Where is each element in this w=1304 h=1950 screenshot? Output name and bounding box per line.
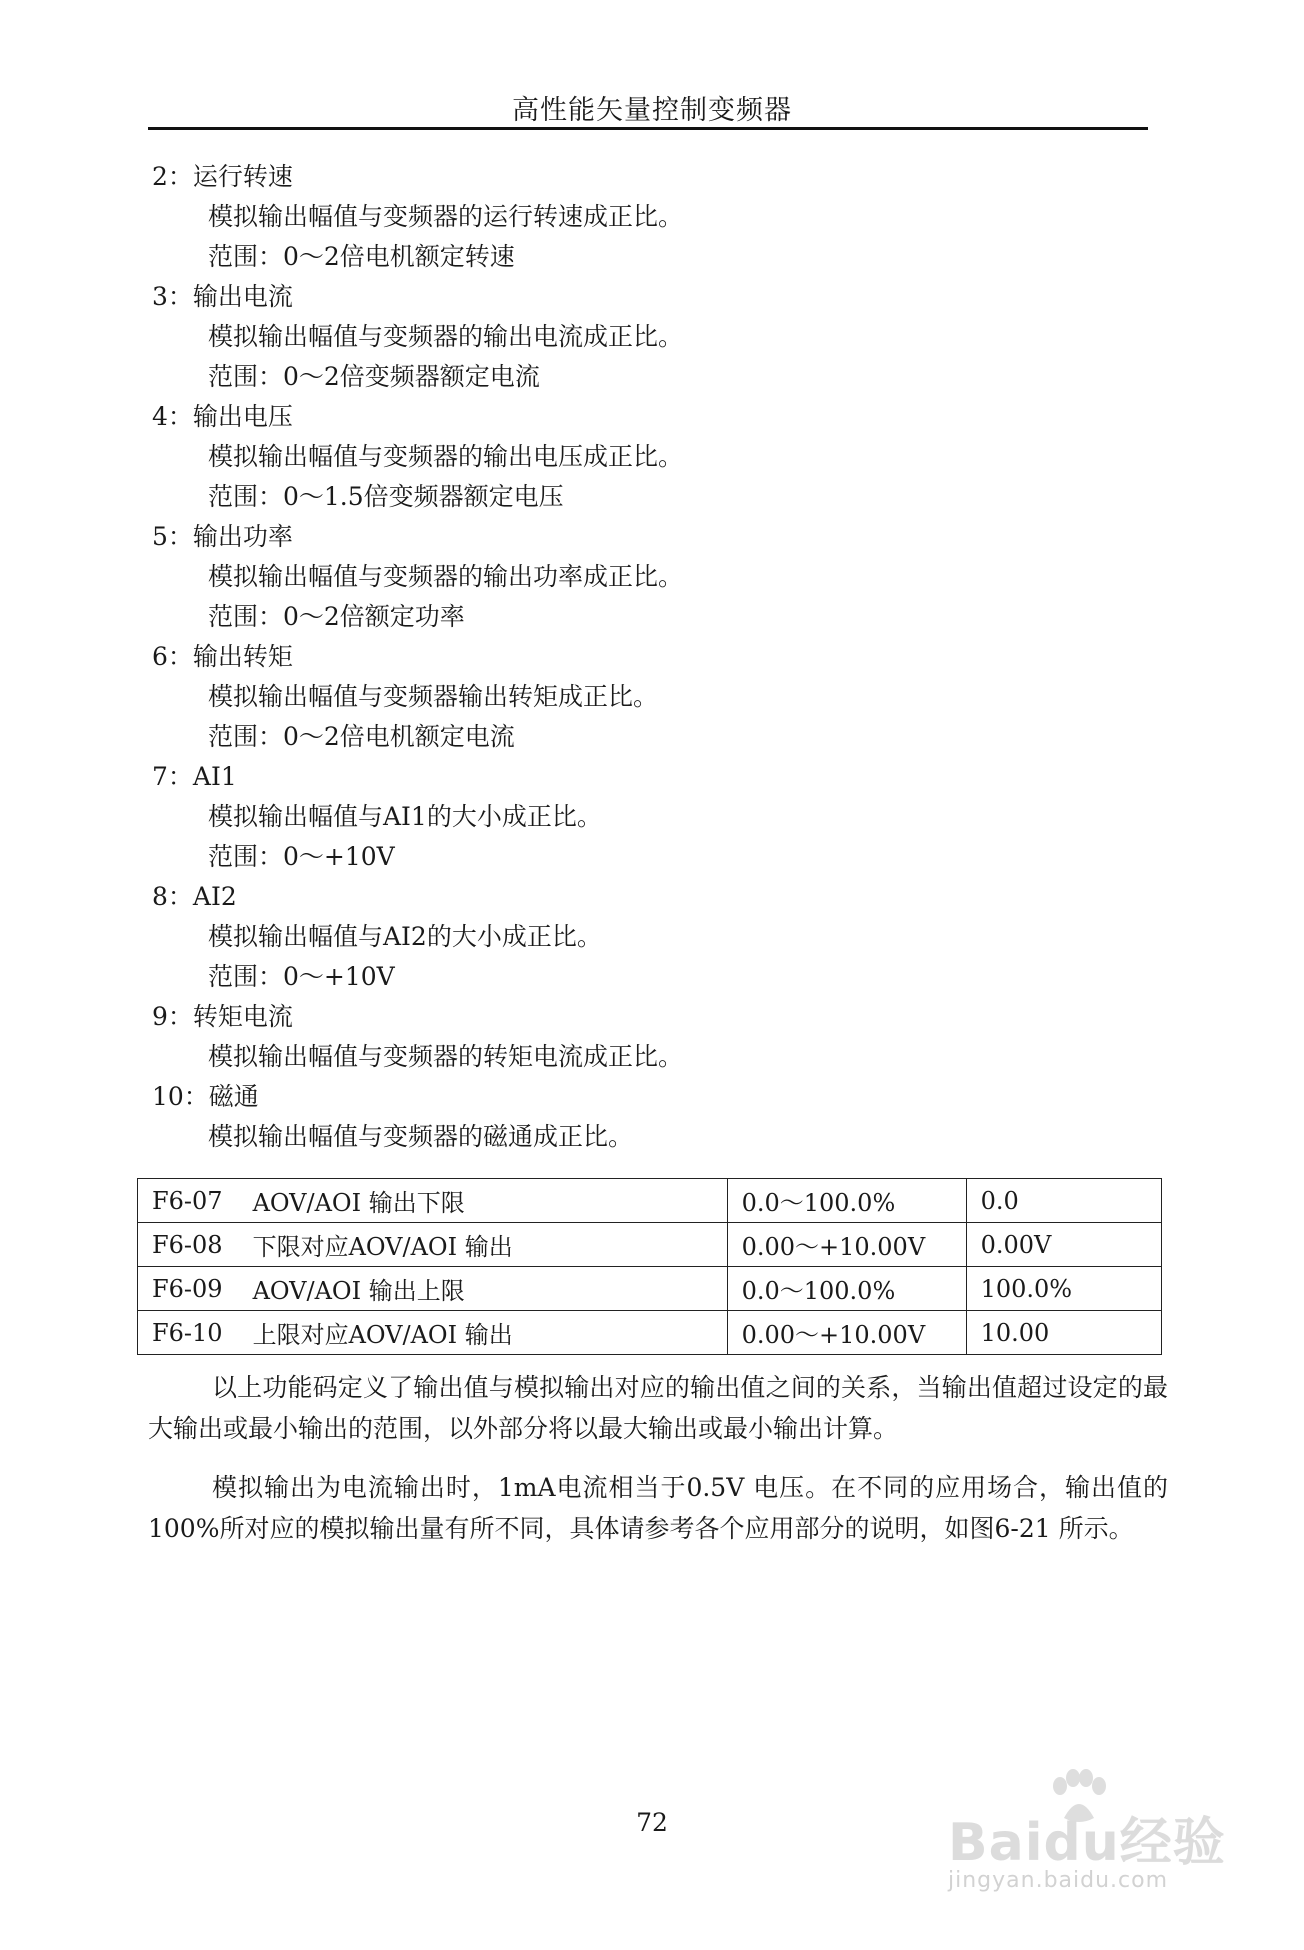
option-description: 模拟输出幅值与变频器的磁通成正比。: [208, 1122, 634, 1151]
param-range: 0.00～+10.00V: [727, 1223, 966, 1267]
param-code: F6-08: [138, 1223, 223, 1267]
option-range: 范围：0～2倍电机额定转速: [208, 242, 515, 271]
option-label: 5：输出功率: [152, 522, 293, 551]
param-name: 上限对应AOV/AOI 输出: [223, 1311, 728, 1355]
baidu-watermark: [928, 1760, 1248, 1910]
param-default: 100.0%: [966, 1267, 1161, 1311]
option-label: 7：AI1: [152, 762, 237, 791]
option-range: 范围：0～2倍额定功率: [208, 602, 465, 631]
header-rule: [148, 127, 1148, 130]
param-range: 0.0～100.0%: [727, 1179, 966, 1223]
option-description: 模拟输出幅值与变频器输出转矩成正比。: [208, 682, 659, 711]
param-default: 0.00V: [966, 1223, 1161, 1267]
param-default: 0.0: [966, 1179, 1161, 1223]
option-description: 模拟输出幅值与变频器的输出功率成正比。: [208, 562, 684, 591]
option-range: 范围：0～+10V: [208, 962, 395, 991]
option-description: 模拟输出幅值与AI1的大小成正比。: [208, 802, 602, 831]
param-name: 下限对应AOV/AOI 输出: [223, 1223, 728, 1267]
option-range: 范围：0～2倍变频器额定电流: [208, 362, 540, 391]
option-description: 模拟输出幅值与变频器的转矩电流成正比。: [208, 1042, 684, 1071]
table-row: [138, 1179, 1162, 1223]
param-name: AOV/AOI 输出上限: [223, 1267, 728, 1311]
option-label: 3：输出电流: [152, 282, 293, 311]
table-row: [138, 1223, 1162, 1267]
option-label: 6：输出转矩: [152, 642, 293, 671]
param-name: AOV/AOI 输出下限: [223, 1179, 728, 1223]
parameter-table: [137, 1178, 1162, 1355]
option-label: 2：运行转速: [152, 162, 293, 191]
explanation-paragraph-1: 以上功能码定义了输出值与模拟输出对应的输出值之间的关系，当输出值超过设定的最大输出或最小输出的范围，以外部分将以最大输出或最小输出计算。: [148, 1373, 1168, 1443]
explanation-paragraph-2: 模拟输出为电流输出时，1mA电流相当于0.5V 电压。在不同的应用场合，输出值的100%所对应的模拟输出量有所不同，具体请参考各个应用部分的说明，如图6-21 所示。: [148, 1473, 1168, 1543]
option-range: 范围：0～2倍电机额定电流: [208, 722, 515, 751]
option-description: 模拟输出幅值与变频器的输出电压成正比。: [208, 442, 684, 471]
watermark-logo: Baidu经验: [948, 1813, 1226, 1873]
param-code: F6-07: [138, 1179, 223, 1223]
watermark-url: jingyan.baidu.com: [948, 1868, 1169, 1893]
param-code: F6-09: [138, 1267, 223, 1311]
option-label: 8：AI2: [152, 882, 237, 911]
option-range: 范围：0～1.5倍变频器额定电压: [208, 482, 564, 511]
option-description: 模拟输出幅值与AI2的大小成正比。: [208, 922, 602, 951]
param-code: F6-10: [138, 1311, 223, 1355]
param-default: 10.00: [966, 1311, 1161, 1355]
option-label: 9：转矩电流: [152, 1002, 293, 1031]
page-number: 72: [636, 1808, 668, 1837]
option-label: 10：磁通: [152, 1082, 259, 1111]
option-description: 模拟输出幅值与变频器的输出电流成正比。: [208, 322, 684, 351]
param-range: 0.0～100.0%: [727, 1267, 966, 1311]
option-description: 模拟输出幅值与变频器的运行转速成正比。: [208, 202, 684, 231]
option-label: 4：输出电压: [152, 402, 293, 431]
param-range: 0.00～+10.00V: [727, 1311, 966, 1355]
table-row: [138, 1267, 1162, 1311]
page-header-title: 高性能矢量控制变频器: [512, 95, 792, 126]
option-list: [152, 157, 1152, 1157]
option-range: 范围：0～+10V: [208, 842, 395, 871]
table-row: [138, 1311, 1162, 1355]
